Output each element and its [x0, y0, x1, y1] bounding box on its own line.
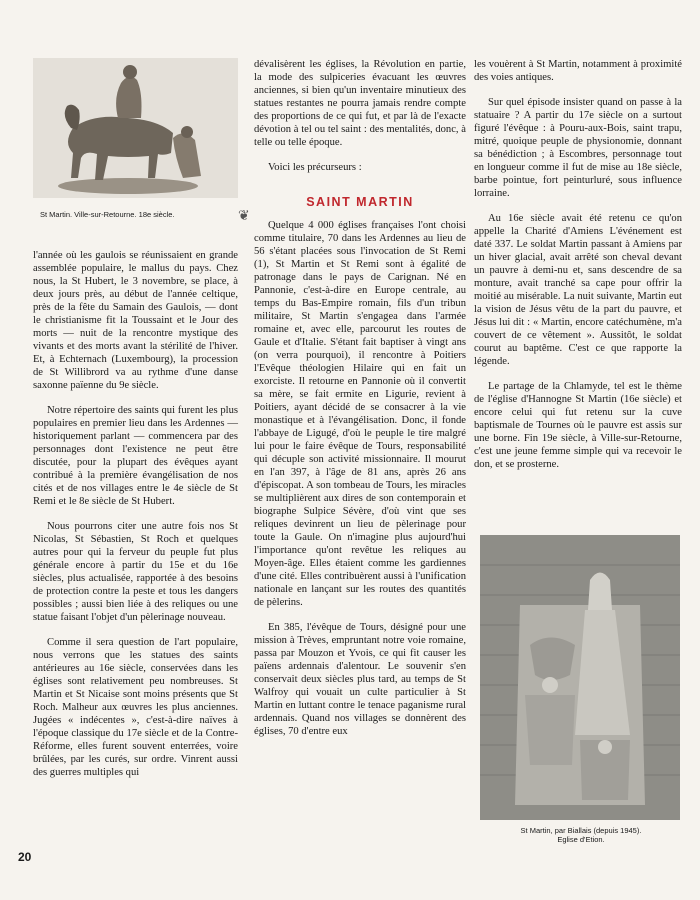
- statue-photo-ville-sur-retourne: [33, 58, 238, 198]
- paragraph: Notre répertoire des saints qui furent les plus populaires en premier lieu dans les Ardennes — historiquement parlant — commencera par des personnages dont l'existence ne peut être discutée, pour la plupart des évêques ayant contribué à la première évangélisation de nos cités et de nos villages entre le 4e siècle de St Remi et le 8e siècle de St Hubert.: [33, 405, 238, 507]
- relief-sculpture-illustration: [480, 535, 680, 820]
- equestrian-statue-illustration: [33, 58, 238, 198]
- page-number: 20: [18, 850, 32, 864]
- section-heading: SAINT MARTIN: [306, 195, 414, 209]
- photo-caption-top: St Martin. Ville-sur-Retourne. 18e siècle.: [40, 210, 175, 219]
- caption-line: St Martin, par Biallais (depuis 1945).: [520, 826, 642, 835]
- paragraph: les vouèrent à St Martin, notamment à proximité des voies antiques.: [474, 59, 682, 83]
- paragraph: dévalisèrent les églises, la Révolution en partie, la mode des sulpiceries évacuant les œuvres anciennes, si bien qu'un inventaire minutieux des statues restantes ne pourra jamais rendre compte des proportions de ce qui fut, et par là de l'exacte dévotion à tel ou tel saint : des mentalités, donc, à telle ou telle époque.: [254, 59, 466, 148]
- paragraph: Comme il sera question de l'art populaire, nous verrons que les statues des saints antérieures au 16e siècle, conservées dans les églises sont relativement peu nombreuses. St Martin et St Nicaise sont moins présents que St Roch. Malheur aux œuvres les plus anciennes. Jugées « indécentes », c'est-à-dire naïves à l'époque classique du 17e siècle et de la Contre-Réforme, elles furent souvent enterrées, voire brûlées, par les curés, sur ordre. Vinrent aussi des guerres multiples qui: [33, 637, 238, 778]
- text-column-2: [254, 58, 466, 750]
- text-column-3: [474, 58, 682, 483]
- paragraph: Voici les précurseurs :: [268, 162, 362, 173]
- relief-photo-etion: [480, 535, 680, 820]
- ornament-icon: ❦: [238, 209, 250, 224]
- paragraph: l'année où les gaulois se réunissaient en grande assemblée populaire, le mallus du pays. Chez nous, la St Hubert, le 3 novembre, se place, à deux jours près, au début de l'année celtique, près de la fête du Samain des Gaulois, — dont le christianisme fit la Toussaint et le Jour des morts — nuit de la rencontre mystique des vivants et des morts avant la stérilité de l'hiver. Et, à Echternach (Luxembourg), la procession de St Willibrord va au rythme d'une danse saxonne païenne du 9e siècle.: [33, 250, 238, 391]
- paragraph: Sur quel épisode insister quand on passe à la statuaire ? A partir du 17e siècle on a surtout figuré l'évêque : à Pouru-aux-Bois, saint trapu, mitré, quoique peuple de physionomie, donnant sa bénédiction ; à Escombres, personnage tout en longueur comme il fut de mise au 18e siècle, barbe pointue, fort peinturluré, sous influence lorraine.: [474, 97, 682, 199]
- paragraph: Quelque 4 000 églises françaises l'ont choisi comme titulaire, 70 dans les Ardennes au lieu de 56 s'étant placées sous l'invocation de St Remi (1), St Martin et St Remi sont à égalité de patronage dans le pays de Carignan. Né en Pannonie, c'est-à-dire en Europe centrale, au temps du Bas-Empire romain, fils d'un tribun militaire, St Martin s'engagea dans l'armée romaine et, avec elle, parcourut les routes de Gaule et d'Italie. S'étant fait baptiser à vingt ans (on verra pourquoi), il rencontre à Poitiers l'Evêque théologien Hilaire qui en fait un exorciste. Il retourne en Pannonie où il convertit sa mère, se fait ermite en Ligurie, revient à Poitiers, ayant décidé de se consacrer à la vie monastique et à l'évangélisation. Donc, il fonde l'abbaye de Ligugé, d'où le peuple le tire malgré lui pour le faire évêque de Tours, responsabilité qui décuple son activité missionnaire. Il mourut en l'an 397, à l'âge de 81 ans, après 26 ans d'épiscopat. A son tombeau de Tours, les miracles se multiplièrent aux dires de son contemporain et biographe Sulpice Sévère, d'où vint que ses reliques devinrent un lieu de pèlerinage pour toute la Gaule. On n'imagine plus aujourd'hui l'importance qu'ont revêtue les reliques au Moyen-âge. Elles étaient comme les gardiennes d'une cité. Elles contribuèrent aussi à l'unification nationale en lançant sur les routes des quantités de pèlerins.: [254, 220, 466, 608]
- paragraph: Le partage de la Chlamyde, tel est le thème de l'église d'Hannogne St Martin (16e siècle) et encore celui qui fut retenu sur la cuve baptismale de Tournes où le pauvre est assis sur une borne. Fin 19e siècle, à Ville-sur-Retourne, c'est une jeune femme simple qui va recevoir le don, et se prosterne.: [474, 381, 682, 470]
- paragraph: Au 16e siècle avait été retenu ce qu'on appelle la Charité d'Amiens L'événement est daté 337. Le soldat Martin passant à Amiens par un hiver glacial, avait arrêté son cheval devant un pauvre à demi-nu et, sans descendre de sa monture, avait tranché sa cape pour offrir la moitié au misérable. La nuit suivante, Martin eut la vision de Jésus vêtu de la part du pauvre, et Jésus lui dit : « Martin, encore catéchumène, m'a couvert de ce vêtement ». Aussitôt, le soldat courut au baptême. C'est ce que rapporte la légende.: [474, 213, 682, 367]
- caption-line: Eglise d'Etion.: [557, 835, 605, 844]
- text-column-1: [33, 249, 238, 791]
- paragraph: Nous pourrons citer une autre fois nos St Nicolas, St Sébastien, St Roch et quelques autres pour qui la ferveur du peuple fut plus générale encore à partir du 15e et du 16e siècles, plus actualisée, rapportée à des besoins de protection contre la peste et tous les dangers possibles ; aussi bien liée à des reliques ou une statue faisant l'objet d'un pèlerinage nouveau.: [33, 521, 238, 623]
- photo-caption-bottom: [482, 826, 680, 844]
- paragraph: En 385, l'évêque de Tours, désigné pour une mission à Trèves, empruntant notre voie romaine, passa par Mouzon et Yvois, ce qui fit causer les païens ardennais d'alentour. Le souvenir s'en conservait deux siècles plus tard, au temps de St Walfroy qui vouait un culte particulier à St Martin en luttant contre le tenace paganisme rural ardennais. Quand nos villages se donnèrent des églises, 70 d'entre eux: [254, 622, 466, 737]
